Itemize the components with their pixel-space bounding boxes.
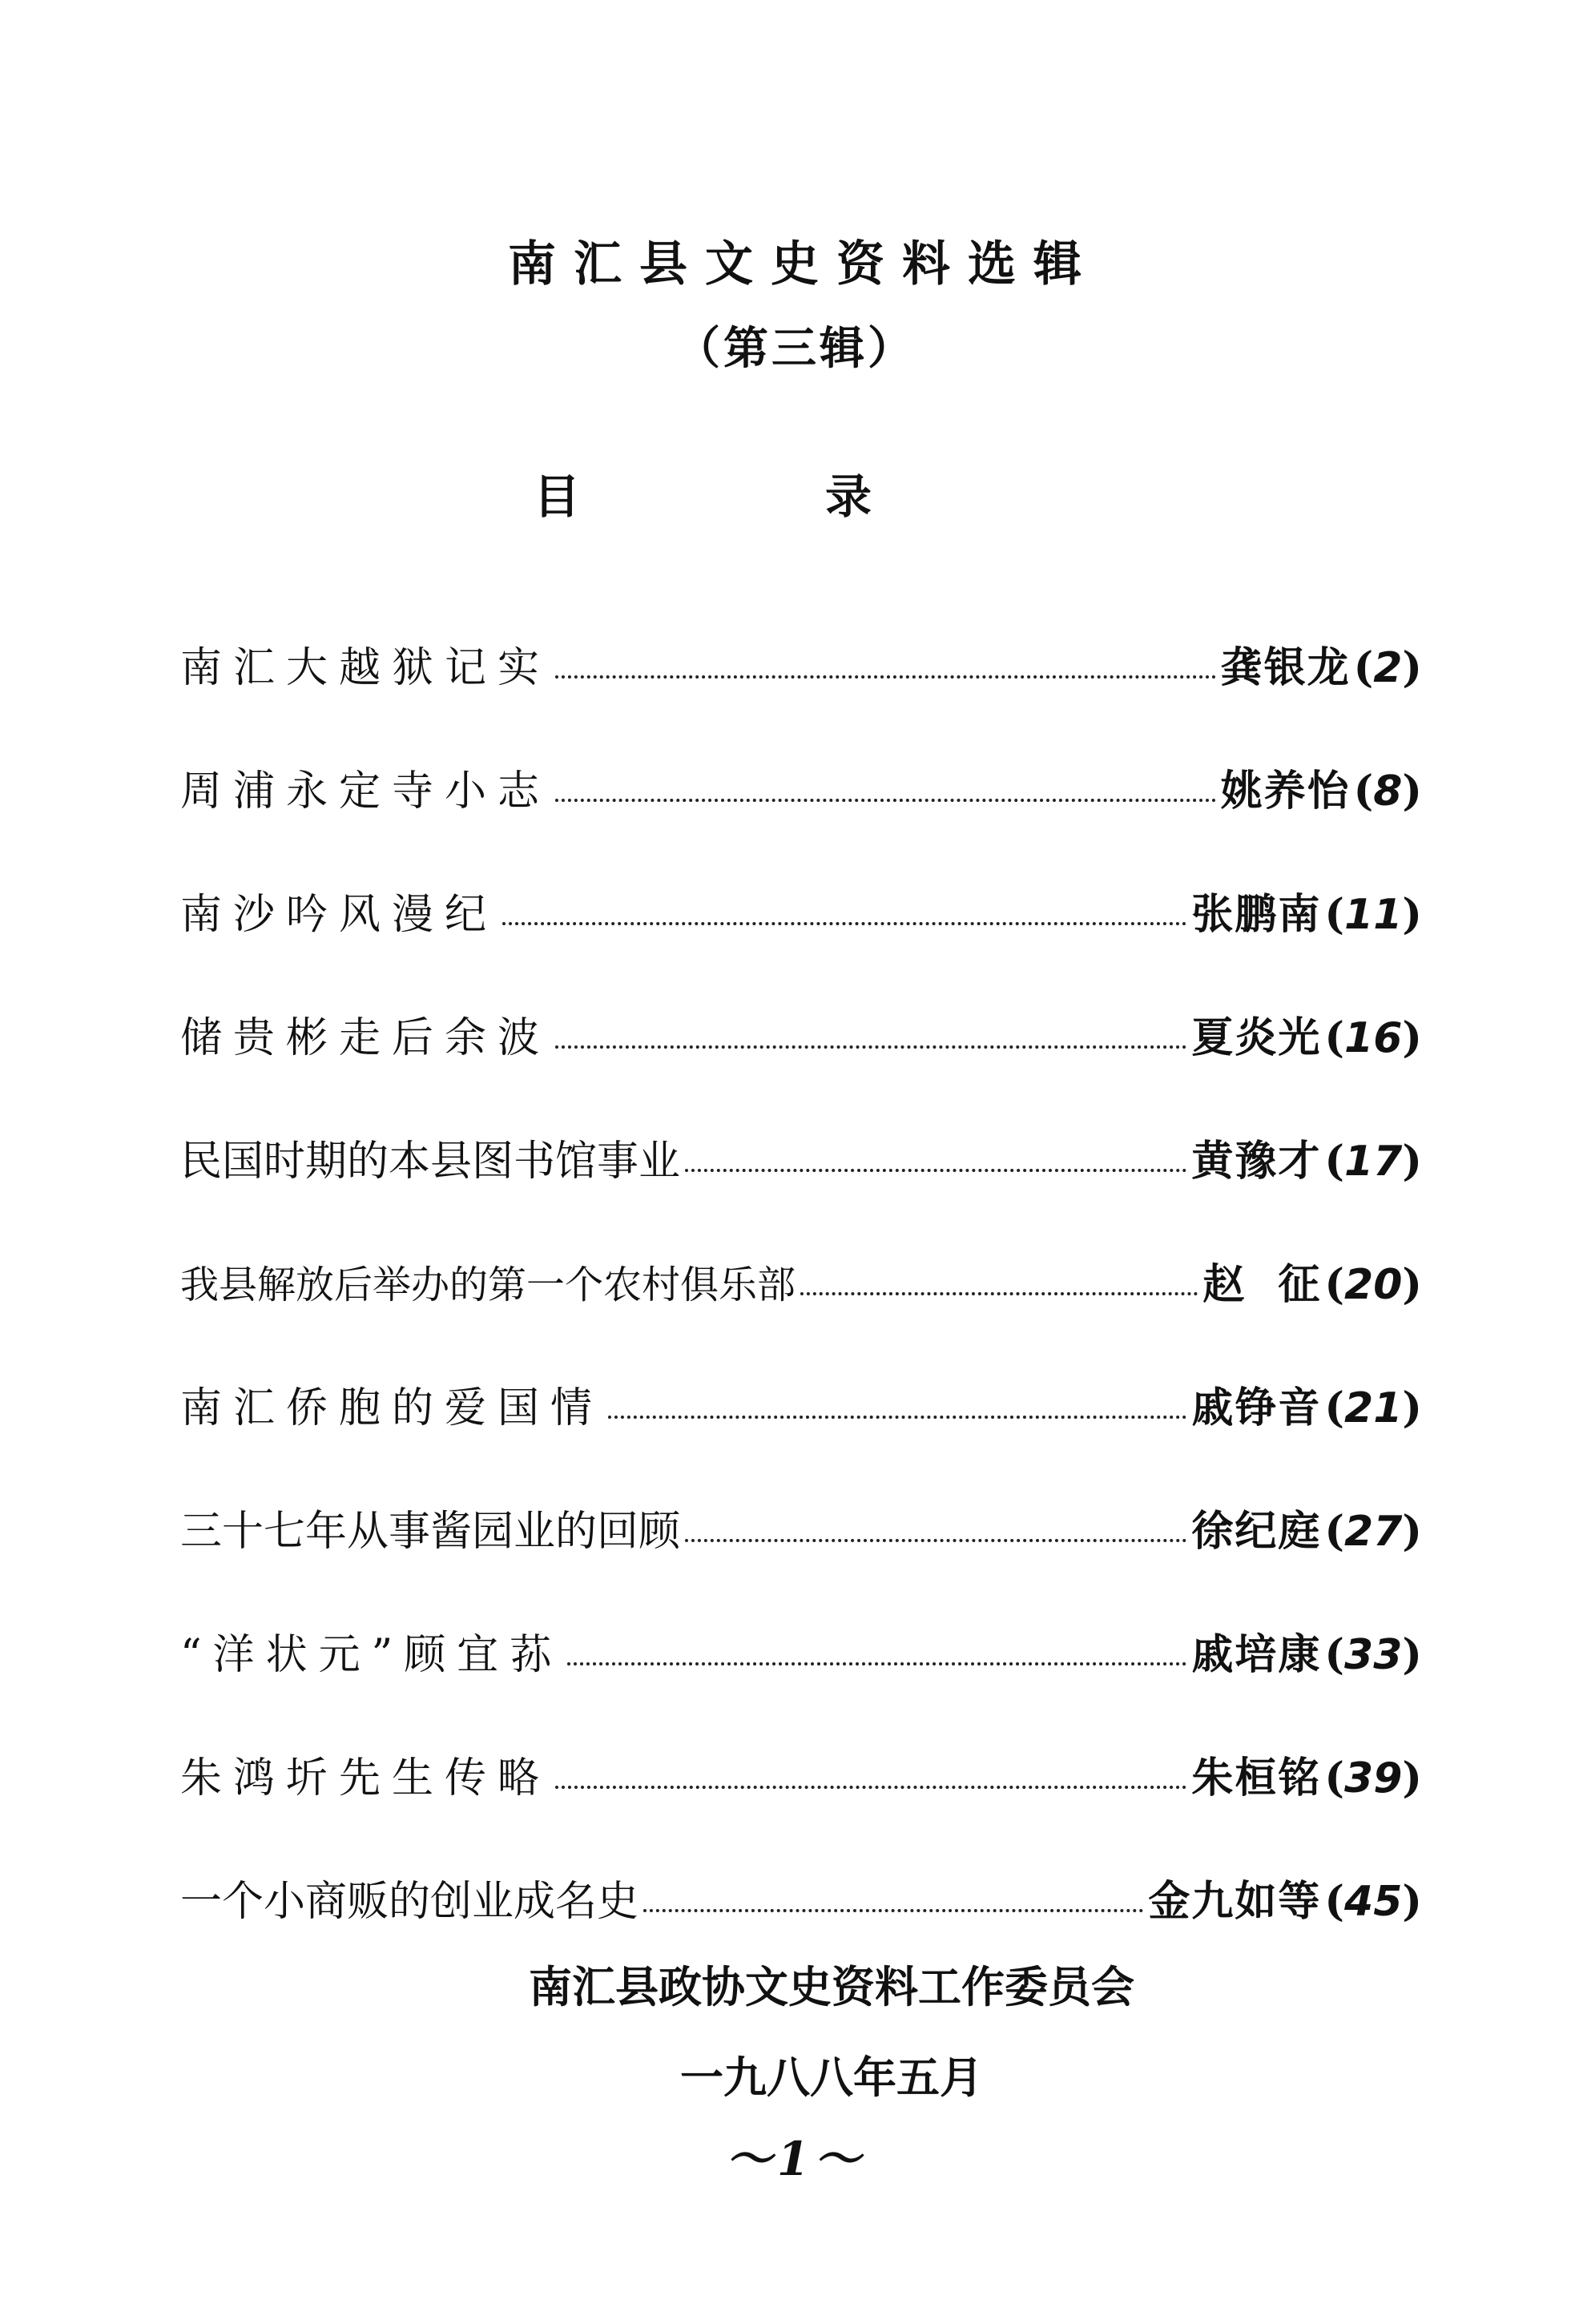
toc-entry-page-number: 39 [1344,1754,1403,1802]
toc-entry-page: (27) [1324,1507,1422,1556]
toc-entry-page-number: 45 [1344,1878,1403,1926]
toc-entry [180,1436,1422,1560]
toc-entry-page: (33) [1324,1630,1422,1679]
table-of-contents [180,573,1422,1930]
toc-entry-page-number: 16 [1344,1014,1403,1062]
toc-heading-char-1: 目 [534,469,581,524]
toc-entry-title: 南汇大越狱记实 [180,644,551,692]
toc-entry-author: 龚银龙 [1220,643,1351,692]
toc-heading-char-2: 录 [825,469,872,524]
toc-entry-page: (2) [1353,643,1422,692]
toc-entry [180,1313,1422,1436]
toc-entry-page-number: 27 [1344,1508,1403,1556]
toc-entry-page: (17) [1324,1137,1422,1186]
dot-leader [800,1292,1198,1295]
document-title: 南汇县文史资料选辑 [508,236,1099,292]
toc-entry-author: 黄豫才 [1191,1137,1322,1186]
page-number: ～1～ [725,2132,866,2186]
toc-entry [180,696,1422,820]
toc-entry-title: 民国时期的本县图书馆事业 [180,1138,681,1186]
toc-entry [180,1683,1422,1806]
toc-entry-author: 赵 征 [1202,1260,1322,1309]
toc-entry-page: (11) [1324,890,1422,939]
toc-entry-title: 周浦永定寺小志 [180,767,551,816]
toc-entry-page-number: 2 [1373,644,1403,692]
toc-entry-page: (21) [1324,1384,1422,1432]
toc-entry-title: 南汇侨胞的爱国情 [180,1384,604,1432]
toc-entry [180,1190,1422,1313]
dot-leader [555,1786,1186,1789]
publisher: 南汇县政协文史资料工作委员会 [529,1961,1134,2012]
toc-entry [180,943,1422,1066]
toc-entry-title: 南沙吟风漫纪 [180,891,498,939]
toc-entry-page: (16) [1324,1013,1422,1062]
dot-leader [685,1169,1186,1172]
dot-leader [685,1539,1186,1542]
toc-entry-author: 姚养怡 [1220,767,1351,816]
toc-entry-author: 夏炎光 [1191,1013,1322,1062]
dot-leader [555,675,1216,679]
document-subtitle: （第三辑） [675,322,916,375]
toc-entry-author: 金九如等 [1148,1877,1322,1926]
toc-entry-page: (20) [1324,1260,1422,1309]
toc-entry-title: 三十七年从事酱园业的回顾 [180,1508,681,1556]
toc-entry-page-number: 33 [1344,1631,1403,1679]
toc-entry-title: “洋状元”顾宜荪 [180,1631,563,1679]
toc-entry-page-number: 11 [1344,891,1403,939]
toc-entry [180,573,1422,696]
dot-leader [608,1416,1186,1419]
toc-entry-page: (8) [1353,767,1422,816]
toc-entry-page-number: 8 [1373,767,1403,816]
toc-entry-page-number: 21 [1344,1384,1403,1432]
toc-entry [180,1066,1422,1190]
dot-leader [555,1045,1186,1049]
toc-entry-title: 朱鸿圻先生传略 [180,1754,551,1802]
toc-entry-author: 戚铮音 [1191,1384,1322,1432]
toc-entry-author: 戚培康 [1191,1630,1322,1679]
toc-entry-title: 一个小商贩的创业成名史 [180,1878,639,1926]
dot-leader [555,799,1216,802]
dot-leader [502,922,1186,925]
dot-leader [567,1662,1186,1665]
toc-entry [180,1560,1422,1683]
publication-date: 一九八八年五月 [680,2052,983,2103]
toc-entry-author: 徐纪庭 [1191,1507,1322,1556]
toc-entry-page-number: 17 [1344,1138,1403,1186]
toc-entry [180,1806,1422,1930]
toc-entry [180,820,1422,943]
toc-entry-author: 张鹏南 [1191,890,1322,939]
toc-entry-title: 储贵彬走后余波 [180,1014,551,1062]
toc-entry-page-number: 20 [1344,1261,1403,1309]
toc-entry-page: (39) [1324,1754,1422,1802]
toc-entry-page: (45) [1324,1877,1422,1926]
toc-heading [0,465,1575,529]
toc-entry-title: 我县解放后举办的第一个农村俱乐部 [180,1263,796,1307]
dot-leader [643,1909,1143,1912]
toc-entry-author: 朱桓铭 [1191,1754,1322,1802]
